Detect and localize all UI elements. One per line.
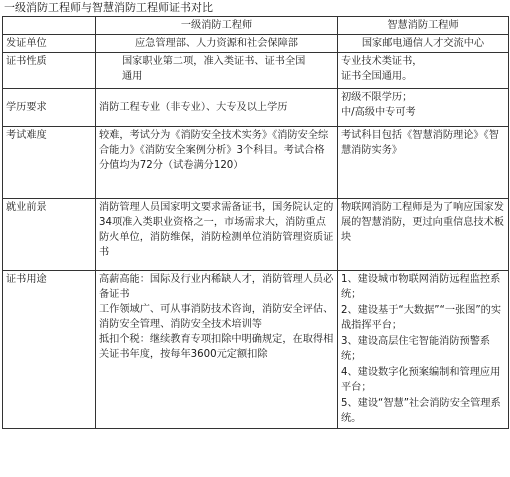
usage-paragraph: 高薪高能：国际及行业内稀缺人才，消防管理人员必备证书 xyxy=(99,274,334,300)
issuer-first-class: 应急管理部、人力资源和社会保障部 xyxy=(96,35,338,53)
nature-first-class: 国家职业第二项，准入类证书、证书全国通用 xyxy=(96,53,338,89)
difficulty-smart: 考试科目包括《智慧消防理论》《智慧消防实务》 xyxy=(338,127,509,199)
comparison-table xyxy=(2,16,509,429)
career-smart: 物联网消防工程师是为了响应国家发展的智慧消防，更过向重信息技术板块 xyxy=(338,199,509,271)
table-header-row xyxy=(3,17,509,35)
header-empty-cell xyxy=(3,17,96,35)
header-first-class-engineer: 一级消防工程师 xyxy=(96,17,338,35)
education-smart-line: 中/高级中专可考 xyxy=(341,107,416,118)
nature-smart-line: 证书全国通用。 xyxy=(341,71,413,82)
row-label: 就业前景 xyxy=(3,199,96,271)
row-label: 发证单位 xyxy=(3,35,96,53)
nature-smart-line: 专业技术类证书， xyxy=(341,56,423,67)
row-label: 证书性质 xyxy=(3,53,96,89)
usage-list-item: 3、建设高层住宅智能消防预警系统； xyxy=(341,336,491,362)
page-title: 一级消防工程师与智慧消防工程师证书对比 xyxy=(4,1,213,14)
education-smart-line: 初级不限学历； xyxy=(341,92,413,103)
education-first-class: 消防工程专业（非专业）、大专及以上学历 xyxy=(96,89,338,127)
usage-list-item: 1、建设城市物联网消防远程监控系统； xyxy=(341,274,501,300)
nature-smart xyxy=(338,53,509,89)
table-row-nature xyxy=(3,53,509,89)
table-row-career xyxy=(3,199,509,271)
usage-list-item: 4、建设数字化预案编制和管理应用平台； xyxy=(341,367,501,393)
table-row-difficulty xyxy=(3,127,509,199)
row-label: 学历要求 xyxy=(3,89,96,127)
difficulty-first-class: 较难，考试分为《消防安全技术实务》《消防安全综合能力》《消防安全案例分析》3个科目。考试合格分值均为72分（试卷满分120） xyxy=(96,127,338,199)
table-row-education xyxy=(3,89,509,127)
education-smart xyxy=(338,89,509,127)
table-row-issuer xyxy=(3,35,509,53)
usage-list-item: 5、建设“智慧”社会消防安全管理系统。 xyxy=(341,398,501,424)
usage-paragraph: 抵扣个税：继续教育专项扣除中明确规定，在取得相关证书年度，按每年3600元定额扣除 xyxy=(99,334,334,360)
usage-first-class xyxy=(96,271,338,429)
usage-smart xyxy=(338,271,509,429)
issuer-smart: 国家邮电通信人才交流中心 xyxy=(338,35,509,53)
usage-list-item: 2、建设基于“大数据”“一张图”的实战指挥平台； xyxy=(341,305,502,331)
header-smart-engineer: 智慧消防工程师 xyxy=(338,17,509,35)
usage-paragraph: 工作领域广、可从事消防技术咨询，消防安全评估、消防安全管理、消防安全技术培训等 xyxy=(99,304,334,330)
table-row-usage xyxy=(3,271,509,429)
career-first-class: 消防管理人员国家明文要求需备证书，国务院认定的34项准入类职业资格之一，市场需求大，消防重点防火单位，消防维保，消防检测单位消防管理资质证书 xyxy=(96,199,338,271)
row-label: 考试难度 xyxy=(3,127,96,199)
row-label: 证书用途 xyxy=(3,271,96,429)
